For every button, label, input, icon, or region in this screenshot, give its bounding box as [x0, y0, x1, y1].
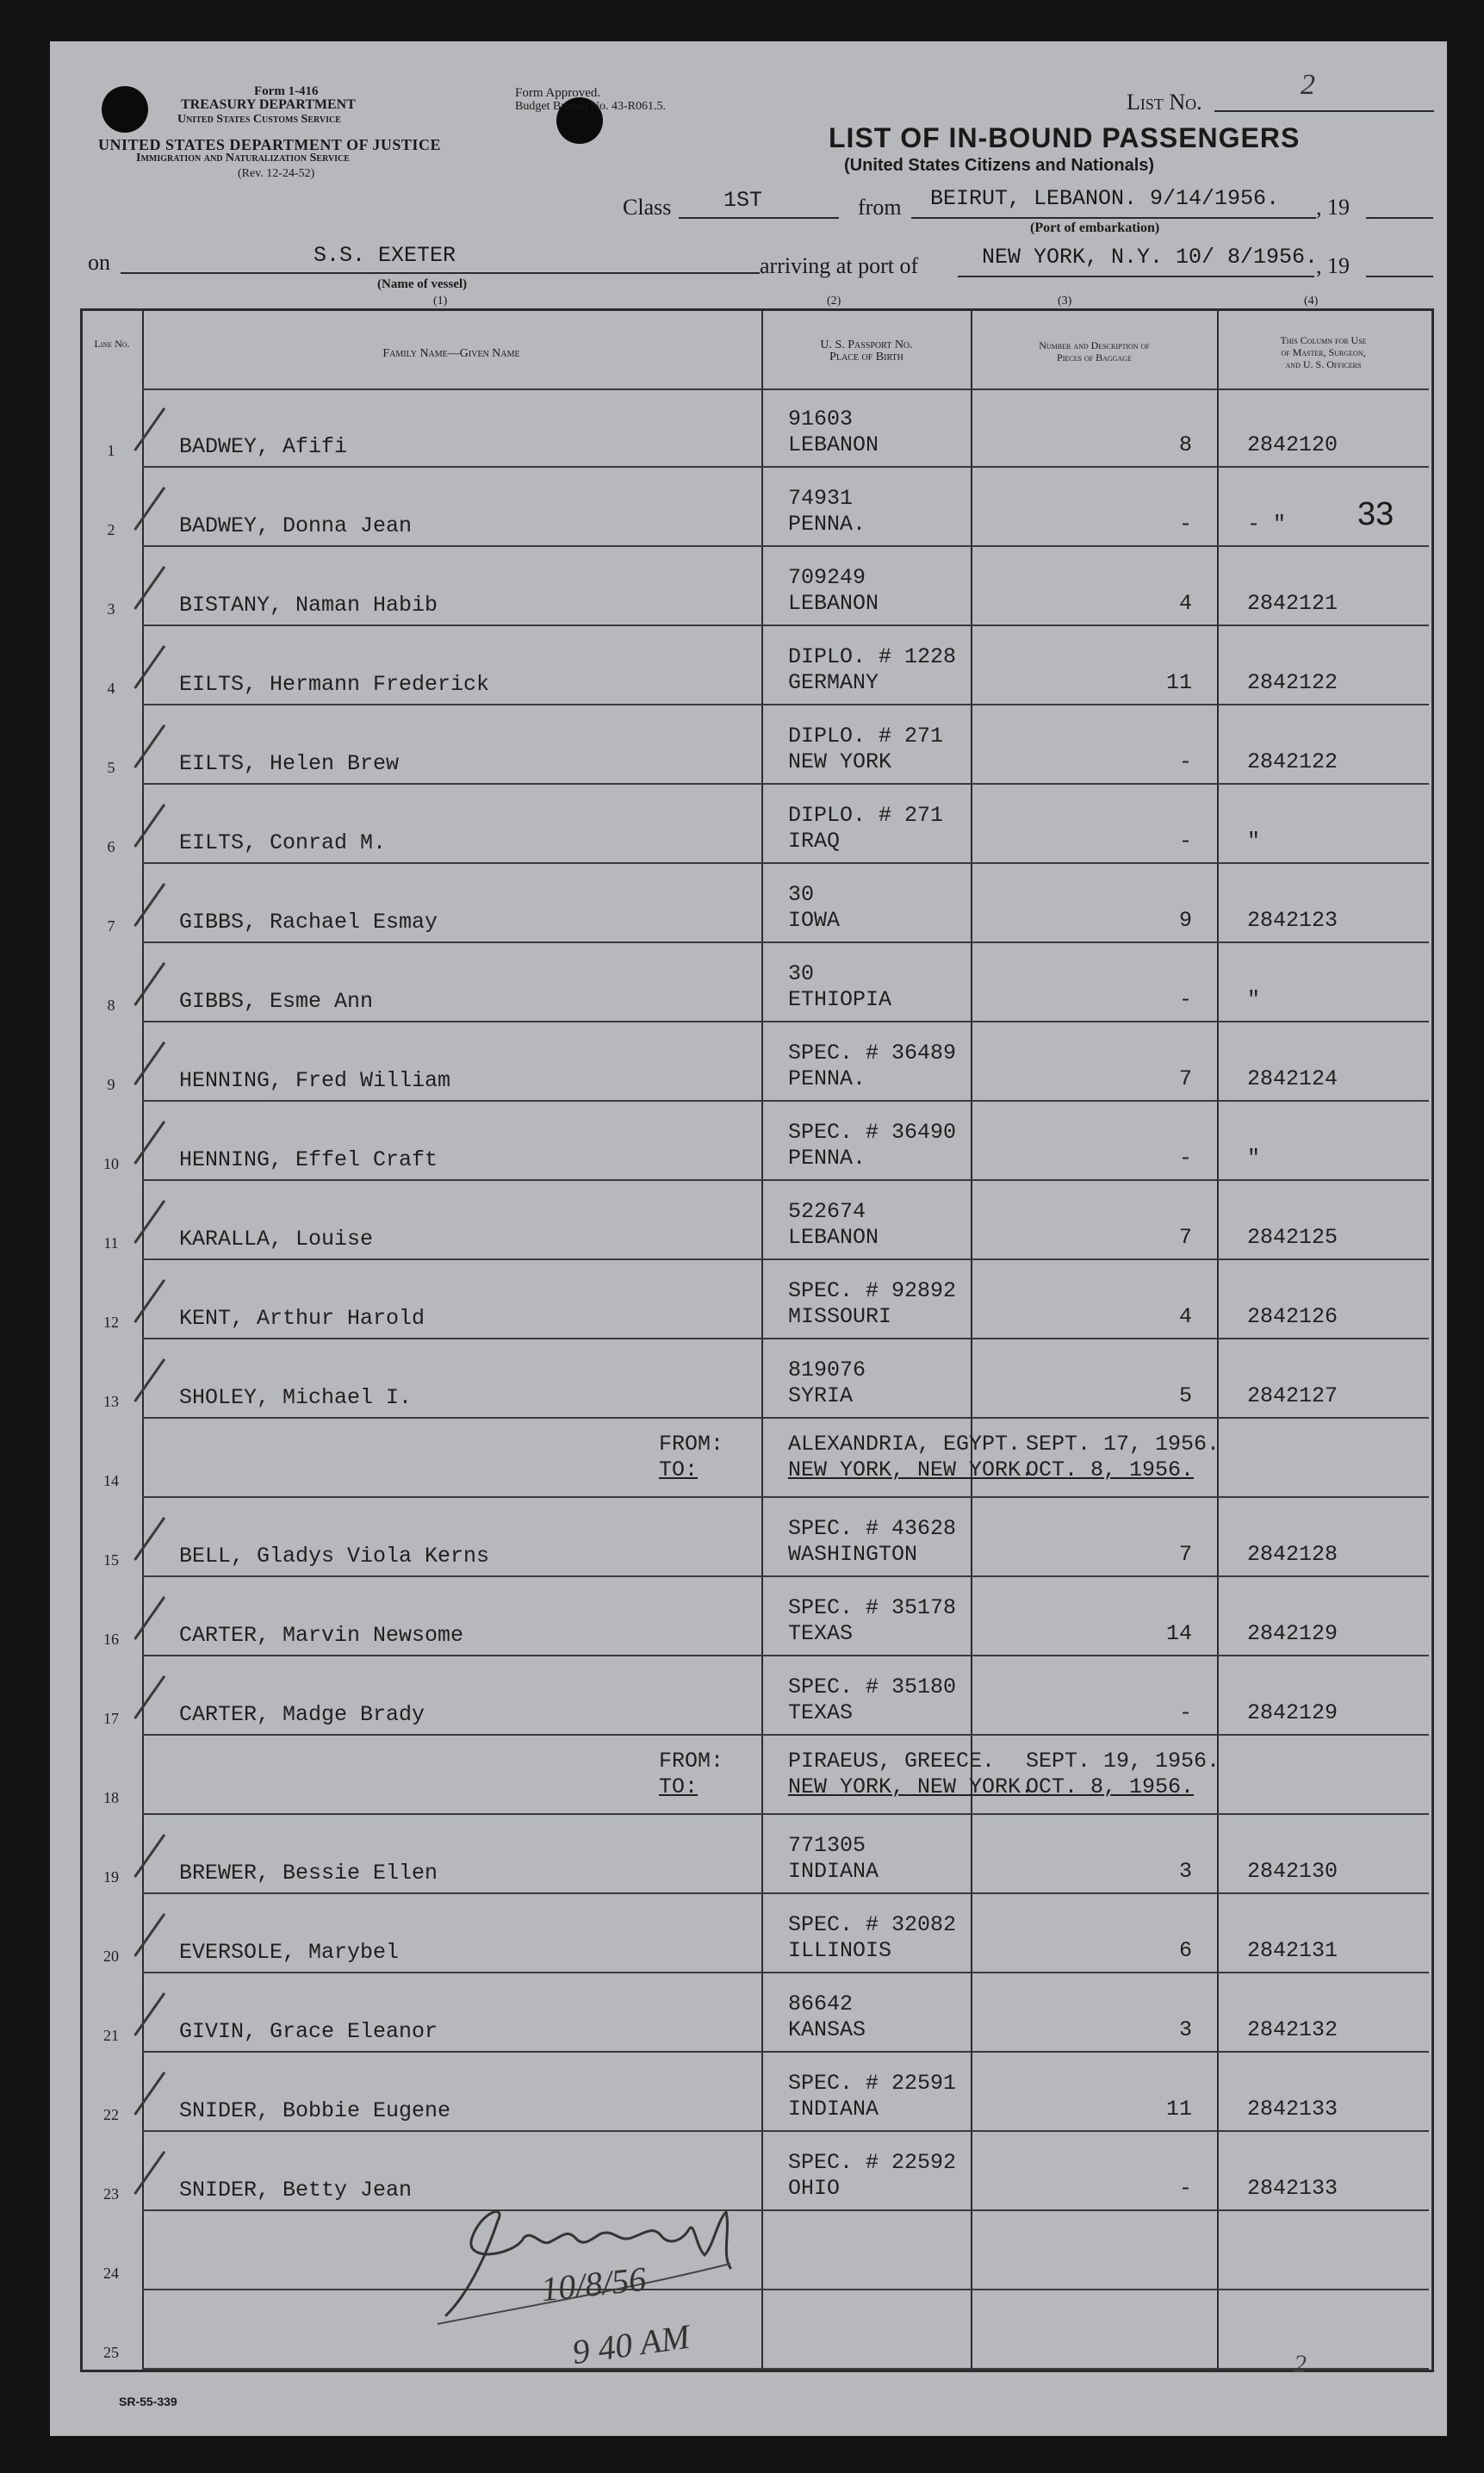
year-underline-2	[1366, 276, 1433, 277]
officer-entry: "	[1247, 987, 1261, 1012]
passenger-name: CARTER, Marvin Newsome	[179, 1623, 464, 1648]
officer-entry: 2842121	[1247, 591, 1338, 616]
place-of-birth: MISSOURI	[788, 1304, 892, 1329]
line-number: 14	[103, 1472, 119, 1489]
place-of-birth: PENNA.	[788, 1066, 866, 1091]
table-row	[80, 1102, 1429, 1181]
col-num-4: (4)	[1304, 295, 1319, 308]
place-of-birth: PENNA.	[788, 512, 866, 537]
passport-number: 30	[788, 961, 815, 986]
place-of-birth: PENNA.	[788, 1146, 866, 1171]
from-label: from	[858, 195, 902, 220]
line-number: 15	[103, 1551, 119, 1569]
document-title: LIST OF IN-BOUND PASSENGERS	[829, 122, 1301, 153]
table-row	[80, 705, 1429, 785]
passport-number: SPEC. # 43628	[788, 1516, 957, 1541]
table-row	[80, 864, 1429, 943]
check-mark	[133, 566, 165, 610]
baggage-count: 4	[1178, 591, 1192, 616]
baggage-count: -	[1178, 829, 1192, 854]
officer-entry: 2842120	[1247, 432, 1338, 457]
route-to: NEW YORK, NEW YORK.	[788, 1457, 1034, 1482]
passport-number: 91603	[788, 407, 854, 432]
table-row	[80, 1181, 1429, 1260]
arriving-label: arriving at port of	[760, 253, 919, 278]
passport-number: 771305	[788, 1833, 866, 1858]
officer-entry: 2842122	[1247, 670, 1338, 695]
check-mark	[133, 1200, 165, 1244]
arrival-value: NEW YORK, N.Y. 10/ 8/1956.	[982, 245, 1319, 270]
passenger-name: BISTANY, Naman Habib	[179, 593, 438, 618]
line-number: 2	[107, 521, 115, 538]
check-mark	[133, 883, 165, 927]
passenger-name: CARTER, Madge Brady	[179, 1702, 425, 1727]
passenger-name: HENNING, Fred William	[179, 1068, 451, 1093]
officer-entry: 2842122	[1247, 749, 1338, 774]
line-number: 10	[103, 1155, 119, 1172]
header-baggage: Number and Description of Pieces of Baggage	[1039, 339, 1150, 363]
baggage-count: 5	[1178, 1383, 1192, 1408]
officer-entry: 2842133	[1247, 2097, 1338, 2122]
line-number: 19	[103, 1868, 119, 1886]
baggage-count: 6	[1178, 1938, 1192, 1963]
ins-service: Immigration and Naturalization Service	[136, 152, 350, 165]
table-row	[80, 1736, 1429, 1815]
line-number: 7	[107, 917, 115, 935]
class-underline	[679, 217, 839, 219]
route-to: NEW YORK, NEW YORK.	[788, 1774, 1034, 1799]
line-number: 12	[103, 1314, 119, 1331]
line-number: 4	[107, 680, 115, 697]
passport-number: 522674	[788, 1199, 866, 1224]
signature-time: 9 40 AM	[569, 2316, 692, 2372]
passenger-table	[80, 308, 1434, 2372]
form-approved: Form Approved.	[515, 86, 601, 100]
officer-entry: 2842127	[1247, 1383, 1338, 1408]
passport-number: 819076	[788, 1358, 866, 1383]
passenger-name: BADWEY, Afifi	[179, 434, 348, 459]
col-num-1: (1)	[433, 295, 448, 308]
table-row	[80, 468, 1429, 547]
officer-entry: "	[1247, 1146, 1261, 1171]
check-mark	[133, 2151, 165, 2195]
place-of-birth: ILLINOIS	[788, 1938, 892, 1963]
table-row	[80, 1260, 1429, 1339]
table-row	[80, 1419, 1429, 1498]
route-to-date: OCT. 8, 1956.	[1026, 1774, 1195, 1799]
officer-entry: 2842129	[1247, 1621, 1338, 1646]
baggage-count: -	[1178, 1700, 1192, 1725]
baggage-count: -	[1178, 2176, 1192, 2201]
budget-bureau: Budget Bureau No. 43-R061.5.	[515, 100, 666, 113]
col-num-3: (3)	[1058, 295, 1072, 308]
officer-entry: 2842126	[1247, 1304, 1338, 1329]
check-mark	[133, 804, 165, 848]
baggage-count: -	[1178, 749, 1192, 774]
year-underline-1	[1366, 217, 1433, 219]
baggage-count: 7	[1178, 1066, 1192, 1091]
header-passport: U. S. Passport No. Place of Birth	[820, 339, 913, 363]
route-from: PIRAEUS, GREECE.	[788, 1749, 996, 1774]
baggage-count: 14	[1165, 1621, 1192, 1646]
baggage-count: 3	[1178, 1859, 1192, 1884]
header-line-no: Line No.	[94, 338, 130, 350]
place-of-birth: LEBANON	[788, 1225, 879, 1250]
place-of-birth: TEXAS	[788, 1700, 854, 1725]
table-row	[80, 1894, 1429, 1973]
check-mark	[133, 1596, 165, 1640]
check-mark	[133, 407, 165, 451]
passport-number: SPEC. # 22591	[788, 2071, 957, 2096]
passport-number: DIPLO. # 271	[788, 803, 944, 828]
table-row	[80, 1815, 1429, 1894]
table-row	[80, 943, 1429, 1022]
class-value: 1ST	[723, 188, 763, 213]
officer-entry: 2842128	[1247, 1542, 1338, 1567]
baggage-count: 8	[1178, 432, 1192, 457]
passport-number: SPEC. # 92892	[788, 1278, 957, 1303]
arrival-underline	[958, 276, 1314, 277]
passenger-name: GIBBS, Esme Ann	[179, 989, 374, 1014]
check-mark	[133, 487, 165, 531]
passenger-name: SNIDER, Betty Jean	[179, 2178, 413, 2203]
table-row	[80, 2053, 1429, 2132]
passport-number: SPEC. # 36489	[788, 1041, 957, 1066]
vessel-caption: (Name of vessel)	[377, 277, 468, 291]
line-number: 16	[103, 1631, 119, 1648]
route-to-label: TO:	[659, 1774, 699, 1799]
passenger-name: SHOLEY, Michael I.	[179, 1385, 413, 1410]
place-of-birth: GERMANY	[788, 670, 879, 695]
baggage-count: -	[1178, 1146, 1192, 1171]
passenger-name: GIVIN, Grace Eleanor	[179, 2019, 438, 2044]
passenger-name: EILTS, Hermann Frederick	[179, 672, 490, 697]
check-mark	[133, 1992, 165, 2036]
table-row	[80, 626, 1429, 705]
baggage-count: 9	[1178, 908, 1192, 933]
check-mark	[133, 1517, 165, 1561]
officer-entry: 2842129	[1247, 1700, 1338, 1725]
passenger-name: SNIDER, Bobbie Eugene	[179, 2098, 451, 2123]
passenger-name: BADWEY, Donna Jean	[179, 513, 413, 538]
line-number: 1	[107, 442, 115, 459]
vessel-name: S.S. EXETER	[314, 243, 456, 268]
passenger-name: BREWER, Bessie Ellen	[179, 1861, 438, 1886]
check-mark	[133, 1358, 165, 1402]
line-number: 25	[103, 2344, 119, 2361]
officer-entry: 2842123	[1247, 908, 1338, 933]
line-number: 23	[103, 2185, 119, 2203]
revision: (Rev. 12-24-52)	[238, 167, 315, 180]
passenger-name: KENT, Arthur Harold	[179, 1306, 425, 1331]
vessel-underline	[121, 272, 760, 274]
class-label: Class	[623, 195, 672, 220]
route-from-label: FROM:	[659, 1749, 724, 1774]
check-mark	[133, 962, 165, 1006]
route-from-date: SEPT. 19, 1956.	[1026, 1749, 1220, 1774]
baggage-count: 11	[1165, 670, 1192, 695]
officer-entry: 2842131	[1247, 1938, 1338, 1963]
list-no-label: List No.	[1127, 90, 1202, 115]
line-number: 9	[107, 1076, 115, 1093]
passenger-name: KARALLA, Louise	[179, 1227, 374, 1252]
passport-number: SPEC. # 35180	[788, 1675, 957, 1699]
passenger-name: HENNING, Effel Craft	[179, 1147, 438, 1172]
passenger-name: EILTS, Helen Brew	[179, 751, 400, 776]
place-of-birth: OHIO	[788, 2176, 841, 2201]
passport-number: SPEC. # 32082	[788, 1912, 957, 1937]
passenger-name: BELL, Gladys Viola Kerns	[179, 1544, 490, 1569]
route-to-label: TO:	[659, 1457, 699, 1482]
port-caption: (Port of embarkation)	[1030, 221, 1160, 235]
passport-number: 74931	[788, 486, 854, 511]
officer-entry: "	[1247, 829, 1261, 854]
list-no-underline	[1214, 110, 1434, 112]
place-of-birth: SYRIA	[788, 1383, 854, 1408]
baggage-count: 7	[1178, 1225, 1192, 1250]
place-of-birth: ETHIOPIA	[788, 987, 892, 1012]
passenger-name: EVERSOLE, Marybel	[179, 1940, 400, 1965]
officer-entry: 2842124	[1247, 1066, 1338, 1091]
route-from: ALEXANDRIA, EGYPT.	[788, 1432, 1021, 1457]
check-mark	[133, 724, 165, 768]
table-row	[80, 547, 1429, 626]
check-mark	[133, 1834, 165, 1878]
check-mark	[133, 645, 165, 689]
officer-entry: 2842125	[1247, 1225, 1338, 1250]
passport-number: 30	[788, 882, 815, 907]
table-row	[80, 785, 1429, 864]
table-row	[80, 1339, 1429, 1419]
passport-number: SPEC. # 36490	[788, 1120, 957, 1145]
table-row	[80, 1973, 1429, 2053]
officer-entry: - "	[1247, 512, 1287, 537]
check-mark	[133, 1675, 165, 1719]
line-number: 11	[103, 1234, 119, 1252]
baggage-count: 3	[1178, 2017, 1192, 2042]
route-from-date: SEPT. 17, 1956.	[1026, 1432, 1220, 1457]
table-row	[80, 1022, 1429, 1102]
year-suffix-2: , 19	[1316, 253, 1350, 278]
on-label: on	[88, 250, 110, 275]
place-of-birth: NEW YORK	[788, 749, 892, 774]
baggage-count: 4	[1178, 1304, 1192, 1329]
margin-number: 33	[1357, 496, 1394, 532]
col-num-2: (2)	[827, 295, 841, 308]
place-of-birth: LEBANON	[788, 432, 879, 457]
place-of-birth: KANSAS	[788, 2017, 866, 2042]
officer-entry: 2842133	[1247, 2176, 1338, 2201]
place-of-birth: INDIANA	[788, 2097, 879, 2122]
form-number: Form 1-416	[254, 84, 319, 98]
justice-dept: UNITED STATES DEPARTMENT OF JUSTICE	[98, 136, 441, 153]
place-of-birth: LEBANON	[788, 591, 879, 616]
baggage-count: 11	[1165, 2097, 1192, 2122]
check-mark	[133, 1041, 165, 1085]
passport-number: DIPLO. # 271	[788, 724, 944, 749]
customs-service: United States Customs Service	[177, 113, 341, 126]
baggage-count: -	[1178, 987, 1192, 1012]
header-name: Family Name—Given Name	[382, 347, 520, 360]
route-to-date: OCT. 8, 1956.	[1026, 1457, 1195, 1482]
line-number: 21	[103, 2027, 119, 2044]
header-officers: This Column for Use of Master, Surgeon, and U. S. Officers	[1280, 334, 1367, 370]
baggage-count: -	[1178, 512, 1192, 537]
line-number: 13	[103, 1393, 119, 1410]
check-mark	[133, 2072, 165, 2116]
passport-number: SPEC. # 35178	[788, 1595, 957, 1620]
from-underline	[911, 217, 1316, 219]
place-of-birth: WASHINGTON	[788, 1542, 918, 1567]
place-of-birth: IRAQ	[788, 829, 841, 854]
bottom-mark: 2	[1294, 2350, 1307, 2378]
line-number: 24	[103, 2265, 119, 2282]
treasury-dept: TREASURY DEPARTMENT	[181, 97, 356, 112]
table-row	[80, 388, 1429, 468]
route-from-label: FROM:	[659, 1432, 724, 1457]
passport-number: 86642	[788, 1991, 854, 2016]
table-row	[80, 1577, 1429, 1656]
baggage-count: 7	[1178, 1542, 1192, 1567]
line-number: 5	[107, 759, 115, 776]
row-rule	[142, 2368, 1429, 2370]
line-number: 20	[103, 1948, 119, 1965]
passport-number: DIPLO. # 1228	[788, 644, 957, 669]
line-number: 18	[103, 1789, 119, 1806]
list-no-value: 2	[1301, 69, 1315, 101]
passenger-name: EILTS, Conrad M.	[179, 830, 387, 855]
table-row	[80, 1656, 1429, 1736]
line-number: 3	[107, 600, 115, 618]
passenger-name: GIBBS, Rachael Esmay	[179, 910, 438, 935]
check-mark	[133, 1913, 165, 1957]
officer-entry: 2842130	[1247, 1859, 1338, 1884]
document-sheet	[50, 41, 1447, 2436]
passport-number: SPEC. # 22592	[788, 2150, 957, 2175]
line-number: 22	[103, 2106, 119, 2123]
officer-entry: 2842132	[1247, 2017, 1338, 2042]
punch-hole-left	[102, 86, 148, 133]
footer-code: SR-55-339	[119, 2395, 177, 2408]
line-number: 17	[103, 1710, 119, 1727]
line-number: 8	[107, 997, 115, 1014]
line-number: 6	[107, 838, 115, 855]
signature-date: 10/8/56	[538, 2259, 649, 2309]
embarkation-value: BEIRUT, LEBANON. 9/14/1956.	[930, 186, 1280, 211]
place-of-birth: TEXAS	[788, 1621, 854, 1646]
check-mark	[133, 1279, 165, 1323]
place-of-birth: INDIANA	[788, 1859, 879, 1884]
year-suffix-1: , 19	[1316, 195, 1350, 220]
document-subtitle: (United States Citizens and Nationals)	[844, 156, 1155, 175]
table-row	[80, 1498, 1429, 1577]
place-of-birth: IOWA	[788, 908, 841, 933]
check-mark	[133, 1121, 165, 1165]
passport-number: 709249	[788, 565, 866, 590]
